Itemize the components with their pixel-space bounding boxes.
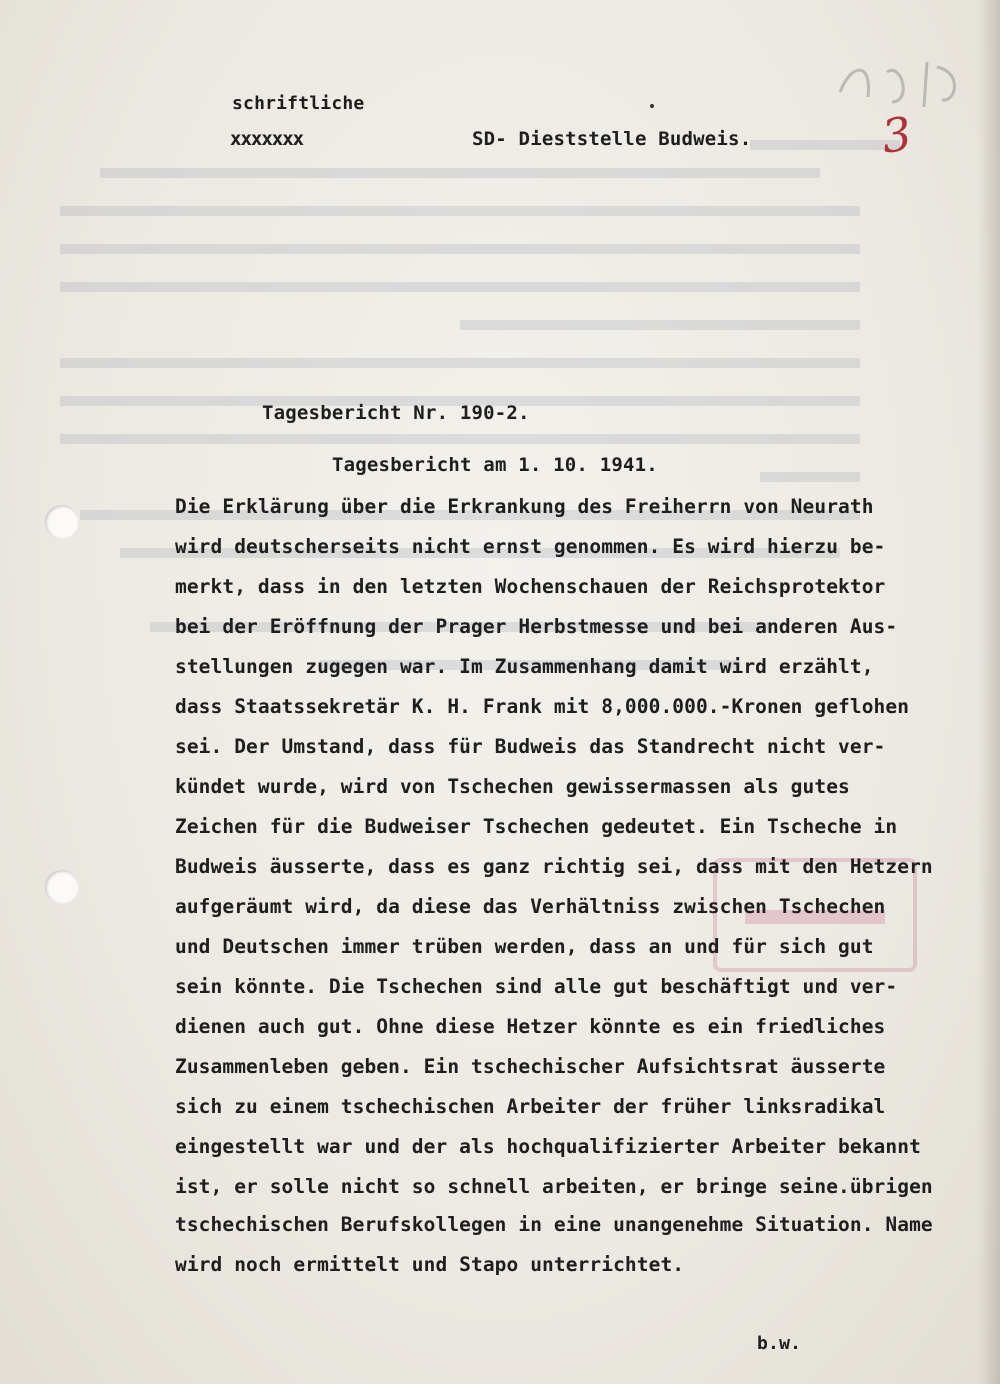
report-date-title: Tagesbericht am 1. 10. 1941. (332, 454, 658, 476)
archive-number-scribble (832, 52, 972, 112)
body-line: merkt, dass in den letzten Wochenschauen der Reichsprotektor (175, 575, 886, 598)
body-line: Budweis äusserte, dass es ganz richtig sei, dass mit den Hetzern (175, 855, 933, 878)
body-line: wird noch ermittelt und Stapo unterrichtet. (175, 1253, 685, 1276)
body-line: kündet wurde, wird von Tschechen gewissermassen als gutes (175, 775, 850, 798)
punch-hole-bottom (45, 870, 79, 904)
body-line: dass Staatssekretär K. H. Frank mit 8,000.000.-Kronen geflohen (175, 695, 910, 718)
body-line: Zeichen für die Budweiser Tschechen gedeutet. Ein Tscheche in (175, 815, 898, 838)
body-line: Die Erklärung über die Erkrankung des Freiherrn von Neurath (175, 495, 874, 518)
office-name: SD- Dieststelle Budweis. (472, 128, 752, 150)
struck-out-word: xxxxxxx (230, 128, 304, 150)
body-line: wird deutscherseits nicht ernst genommen. Es wird hierzu be- (175, 535, 886, 558)
body-line: aufgeräumt wird, da diese das Verhältniss zwischen Tschechen (175, 895, 886, 918)
body-line: tschechischen Berufskollegen in eine unangenehme Situation. Name (175, 1213, 933, 1236)
body-line: ist, er solle nicht so schnell arbeiten, er bringe seine.übrigen (175, 1175, 933, 1198)
body-line: Zusammenleben geben. Ein tschechischer Aufsichtsrat äusserte (175, 1055, 886, 1078)
continue-mark: b.w. (757, 1333, 802, 1354)
header-label: schriftliche (232, 93, 365, 114)
body-line: sich zu einem tschechischen Arbeiter der früher linksradikal (175, 1095, 886, 1118)
body-line: und Deutschen immer trüben werden, dass an und für sich gut (175, 935, 874, 958)
margin-note-number: 3 (878, 106, 915, 164)
ink-dot (650, 104, 654, 108)
report-number-title: Tagesbericht Nr. 190-2. (262, 402, 530, 424)
body-line: sei. Der Umstand, dass für Budweis das Standrecht nicht ver- (175, 735, 886, 758)
body-line: eingestellt war und der als hochqualifizierter Arbeiter bekannt (175, 1135, 921, 1158)
body-line: dienen auch gut. Ohne diese Hetzer könnte es ein friedliches (175, 1015, 886, 1038)
body-line: bei der Eröffnung der Prager Herbstmesse und bei anderen Aus- (175, 615, 898, 638)
body-line: stellungen zugegen war. Im Zusammenhang damit wird erzählt, (175, 655, 874, 678)
punch-hole-top (45, 505, 79, 539)
body-line: sein könnte. Die Tschechen sind alle gut beschäftigt und ver- (175, 975, 898, 998)
